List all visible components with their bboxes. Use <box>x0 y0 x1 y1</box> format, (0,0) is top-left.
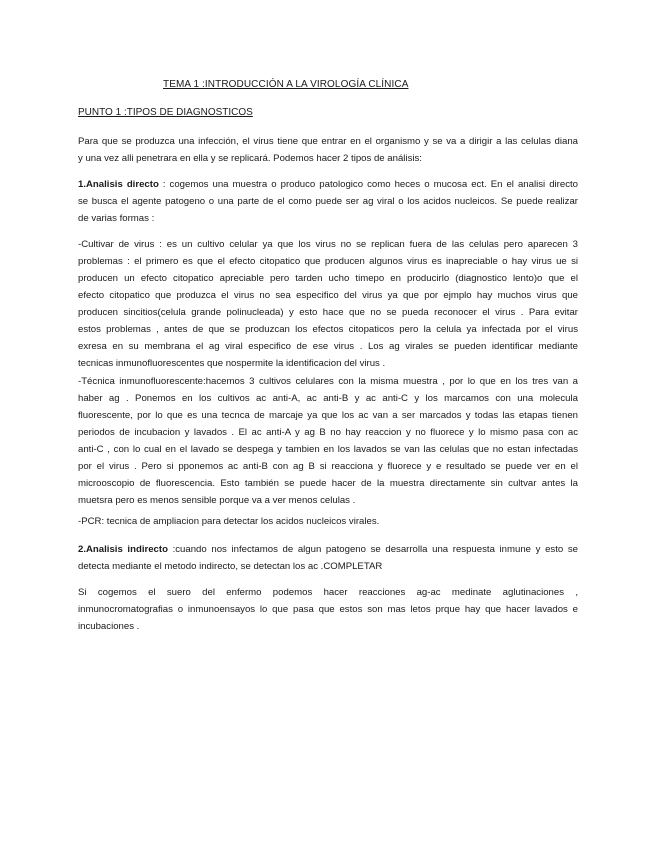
text-line: se busca el agente patogeno o una parte de el como puede ser ag viral o los acidos nucleicos. Se puede realizar <box>78 196 578 207</box>
text-line: microoscopio de fluorescencia. Esto también se puede hacer de la muestra directamente sin cultvar antes la <box>78 478 578 489</box>
text-line: haber ag . Ponemos en los cultivos ac anti-A, ac anti-B y ac anti-C y los marcamos con una molecula <box>78 393 578 404</box>
text-line: problemas : el primero es que el efecto citopatico que producen algunos virus es inapreciable o hay virus ue si <box>78 256 578 267</box>
indirect-analysis-heading: 2.Analisis indirecto <box>78 544 168 555</box>
text-line: de varias formas : <box>78 213 155 224</box>
text-line: producen sincitios(celula grande polinucleada) y esto hace que no se pueda reconocer el virus . Para evitar <box>78 307 578 318</box>
text-line: por el virus . Pero si pponemos ac anti-B con ag B si reacciona y fluorece y e resultado se puede ver en el <box>78 461 578 472</box>
text-line <box>78 541 578 558</box>
text-line: -Técnica inmunofluorescente:hacemos 3 cultivos celulares con la misma muestra , por lo que en los tres van a <box>78 376 578 387</box>
text-line: tecnicas inmunofluorescentes que nospermite la identificacion del virus . <box>78 358 386 369</box>
text-line: estos problemas , antes de que se produzcan los efectos citopaticos pero la celula ya infectada por el virus <box>78 324 578 335</box>
text-line: fluorescente, por lo que es una tecnca de marcaje ya que los ac van a ser marcados y todas las etapas tienen <box>78 410 578 421</box>
indirect-analysis-paragraph <box>78 541 578 575</box>
intro-paragraph <box>78 133 578 167</box>
text-line: muetsra pero es menos sensible porque va a ver menos celulas . <box>78 495 356 506</box>
text-line: Para que se produzca una infección, el virus tiene que entrar en el organismo y se va a dirigir a las celulas diana <box>78 136 578 147</box>
text-line: inmunocromatografias o inmunoensayos lo que pasa que estos son mas letos prque hay que hacer lavados e <box>78 604 578 615</box>
culture-paragraph <box>78 236 578 372</box>
text-line: efecto citopatico que produzca el virus no sea especifico del virus ya que por ejmplo hay muchos virus que <box>78 290 578 301</box>
text-fragment: :cuando nos infectamos de algun patogeno se desarrolla una respuesta inmune y esto se <box>167 544 578 555</box>
text-line: periodos de incubacion y lavados . El ac anti-A y ag B no hay reaccion y no fluorece y lo mismo pasa con ac <box>78 427 578 438</box>
text-line: incubaciones . <box>78 621 140 632</box>
text-line: producen un efecto citopatico apreciable pero tarden ucho timepo en producirlo (diagnostico lento)o que el <box>78 273 578 284</box>
text-fragment: : cogemos una muestra o produco patologico como heces o mucosa ect. En el analisi directo <box>158 179 578 190</box>
text-line: Si cogemos el suero del enfermo podemos hacer reacciones ag-ac medinate aglutinaciones , <box>78 587 578 598</box>
direct-analysis-paragraph <box>78 176 578 227</box>
pcr-paragraph <box>78 513 578 530</box>
text-line: y una vez alli penetrara en ella y se replicará. Podemos hacer 2 tipos de análisis: <box>78 153 422 164</box>
text-line: detecta mediante el metodo indirecto, se detectan los ac .COMPLETAR <box>78 561 383 572</box>
direct-analysis-heading: 1.Analisis directo <box>78 179 159 190</box>
immunofluorescence-paragraph <box>78 373 578 509</box>
serum-paragraph <box>78 584 578 635</box>
text-line <box>78 176 578 193</box>
text-line: exresa en su membrana el ag viral especifico de ese virus . Los ag virales se pueden identificar mediante <box>78 341 578 352</box>
section-heading: PUNTO 1 :TIPOS DE DIAGNOSTICOS <box>78 107 253 118</box>
text-line: -PCR: tecnica de ampliacion para detectar los acidos nucleicos virales. <box>78 516 380 527</box>
document-title: TEMA 1 :INTRODUCCIÓN A LA VIROLOGÍA CLÍNICA <box>163 79 409 90</box>
text-line: -Cultivar de virus : es un cultivo celular ya que los virus no se replican fuera de las celulas pero aparecen 3 <box>78 239 578 250</box>
text-line: anti-C , con lo cual en el lavado se despega y tambien en los lavados se van las celulas que no estan infectadas <box>78 444 578 455</box>
